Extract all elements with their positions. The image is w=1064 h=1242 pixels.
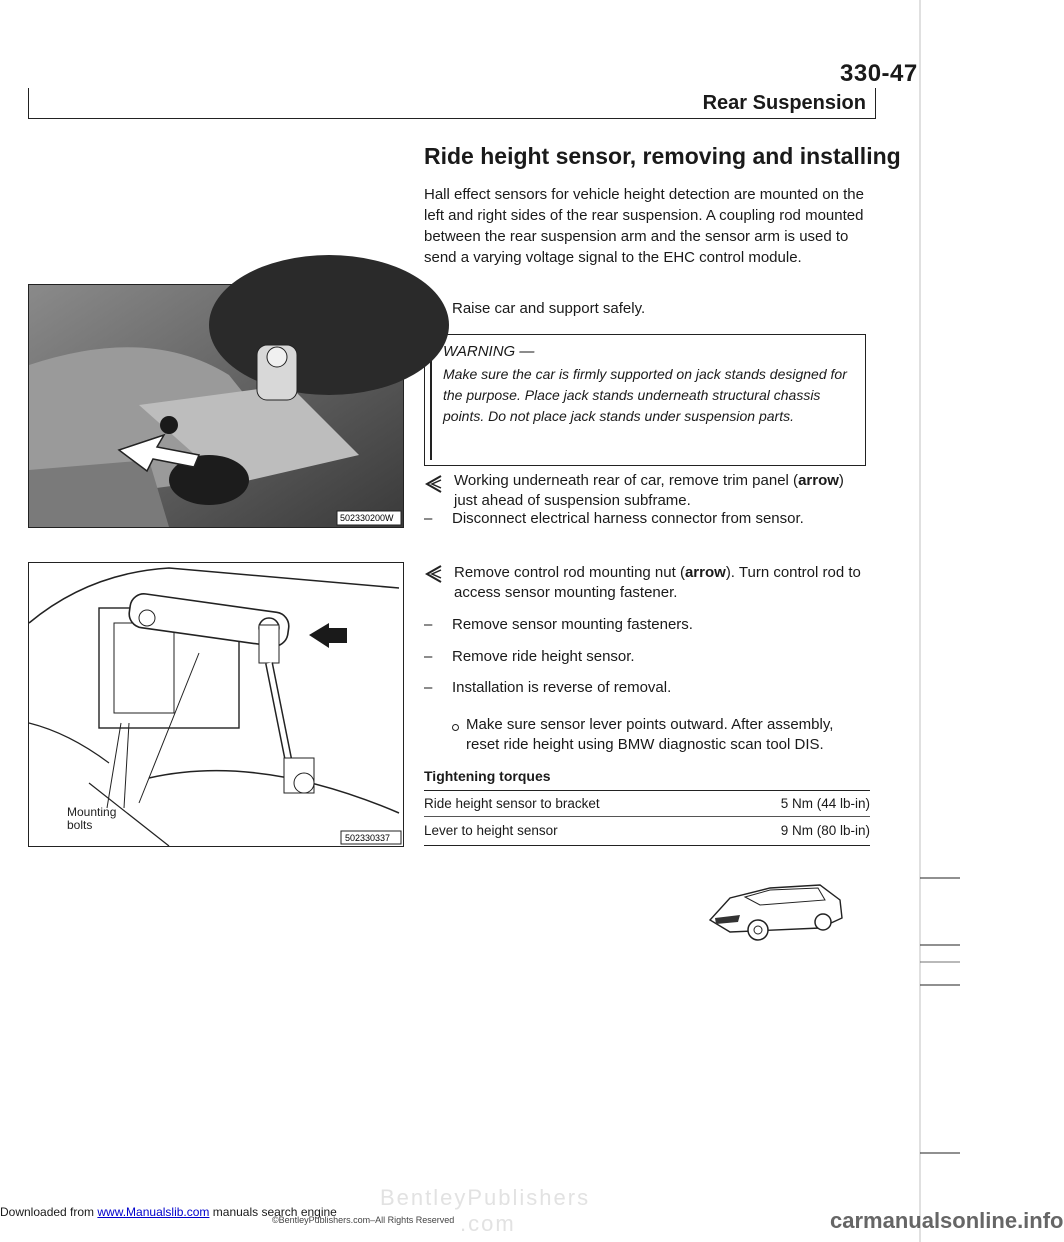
dash-marker: – <box>424 679 433 696</box>
torque-rule-mid <box>424 816 870 817</box>
torque-rule-top <box>424 790 870 791</box>
warning-title: WARNING — <box>443 343 535 360</box>
step-remove-sensor <box>424 647 869 667</box>
footer-suffix: manuals search engine <box>209 1205 337 1219</box>
intro-paragraph: Hall effect sensors for vehicle height detection are mounted on the left and right sides of the rear suspension. A coupling rod mounted between the rear suspension arm and the sensor arm is used to send a varying voltage signal to the EHC control module. <box>424 186 864 266</box>
trim-panel-text-1: Working underneath rear of car, remove trim panel ( <box>454 472 799 489</box>
step-disconnect-text: Disconnect electrical harness connector from sensor. <box>452 510 804 527</box>
drawing-illustration <box>29 563 403 846</box>
drawing-label-mounting: Mounting <box>67 805 117 819</box>
step-installation <box>424 678 869 698</box>
page-number: 330-47 <box>840 60 918 87</box>
step-remove-fasteners <box>424 615 869 635</box>
drawing-label-bolts: bolts <box>67 818 93 832</box>
brand-watermark <box>380 1185 590 1237</box>
dash-marker: – <box>424 510 433 527</box>
manualslib-link[interactable]: www.Manualslib.com <box>97 1205 210 1219</box>
control-rod-text-1: Remove control rod mounting nut ( <box>454 564 685 581</box>
pointer-control-rod <box>454 563 869 603</box>
brand-watermark-line-1: BentleyPublishers <box>380 1185 591 1210</box>
torque-row-label: Lever to height sensor <box>424 823 558 838</box>
copyright-note: ©BentleyPublishers.com–All Rights Reserved <box>272 1215 455 1225</box>
torque-row-value: 5 Nm (44 lb-in) <box>780 796 870 811</box>
page-title: Ride height sensor, removing and installing <box>424 143 901 169</box>
trim-panel-text-2: ) just ahead of suspension subframe. <box>454 472 844 509</box>
step-installation-text: Installation is reverse of removal. <box>452 679 672 696</box>
brand-watermark-line-2: .com <box>460 1211 516 1236</box>
step-raise-text: Raise car and support safely. <box>452 300 646 317</box>
photo-illustration <box>29 285 403 527</box>
pointer-left-icon <box>424 474 444 494</box>
torque-table-title: Tightening torques <box>424 768 551 784</box>
bullet-lever-note: Make sure sensor lever points outward. After assembly, reset ride height using BMW diagnostic scan tool DIS. <box>466 716 834 753</box>
step-remove-sensor-text: Remove ride height sensor. <box>452 648 635 665</box>
site-watermark: carmanualsonline.info <box>830 1208 1064 1233</box>
dash-marker: – <box>424 648 433 665</box>
pointer-trim-panel <box>454 471 869 511</box>
pointer-left-icon <box>424 564 444 584</box>
footer-prefix: Downloaded from <box>0 1205 98 1219</box>
margin-guide-lines <box>918 0 960 1242</box>
warning-text: Make sure the car is firmly supported on jack stands designed for the purpose. Place jack stands underneath structural chassis points. Do not place jack stands under suspension parts. <box>443 366 847 424</box>
torque-row-label: Ride height sensor to bracket <box>424 796 600 811</box>
figure-drawing-sensor <box>28 562 404 847</box>
torque-rule-bottom <box>424 845 870 846</box>
torque-row-value: 9 Nm (80 lb-in) <box>780 823 870 838</box>
step-raise <box>424 299 869 319</box>
control-rod-arrow-word: arrow <box>684 564 726 581</box>
control-rod-text-2: ). Turn control rod to access sensor mounting fastener. <box>454 564 861 601</box>
dash-marker: – <box>424 616 433 633</box>
figure-photo-trim-panel <box>28 284 404 528</box>
photo-code: 502330200W <box>340 513 394 523</box>
drawing-code: 502330337 <box>345 833 391 843</box>
car-icon <box>700 870 850 950</box>
trim-panel-arrow-word: arrow <box>798 472 839 489</box>
section-title: Rear Suspension <box>702 92 866 114</box>
step-disconnect <box>424 509 869 529</box>
step-remove-fasteners-text: Remove sensor mounting fasteners. <box>452 616 693 633</box>
